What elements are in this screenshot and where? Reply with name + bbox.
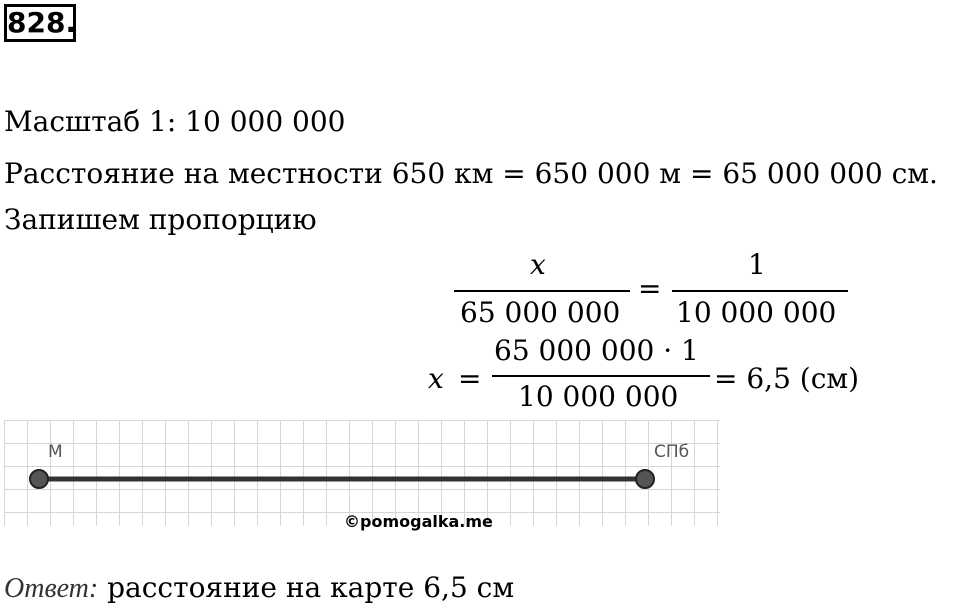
distance-line: Расстояние на местности 650 км = 650 000 м = 65 000 000 см. (4, 157, 938, 190)
eq1-left-denominator: 65 000 000 (460, 296, 621, 329)
point-moscow (30, 470, 48, 488)
eq1-right-fraction-bar (672, 290, 848, 292)
proportion-line: Запишем пропорцию (4, 203, 317, 236)
grid-segment-svg (4, 420, 720, 526)
watermark: ©pomogalka.me (344, 512, 493, 531)
answer-line (4, 570, 514, 607)
eq2-result: = 6,5 (см) (714, 362, 860, 395)
point-label-spb: СПб (654, 442, 690, 462)
scale-line: Масштаб 1: 10 000 000 (4, 105, 346, 138)
eq1-left-numerator: x (530, 248, 546, 281)
eq1-right-denominator: 10 000 000 (676, 296, 837, 329)
eq2-denominator: 10 000 000 (518, 380, 679, 413)
answer-lead: Ответ: (4, 573, 99, 604)
eq1-equals: = (638, 272, 662, 305)
eq2-fraction-bar (492, 375, 710, 377)
eq2-equals: = (458, 362, 482, 395)
eq1-right-numerator: 1 (748, 248, 766, 281)
point-spb (636, 470, 654, 488)
eq1-left-fraction-bar (454, 290, 630, 292)
eq2-numerator: 65 000 000 · 1 (494, 334, 699, 367)
point-label-moscow: М (48, 442, 63, 462)
answer-text: расстояние на карте 6,5 см (98, 571, 515, 604)
eq2-variable: x (428, 362, 444, 395)
map-diagram (4, 420, 720, 531)
problem-number: 828. (4, 4, 76, 42)
